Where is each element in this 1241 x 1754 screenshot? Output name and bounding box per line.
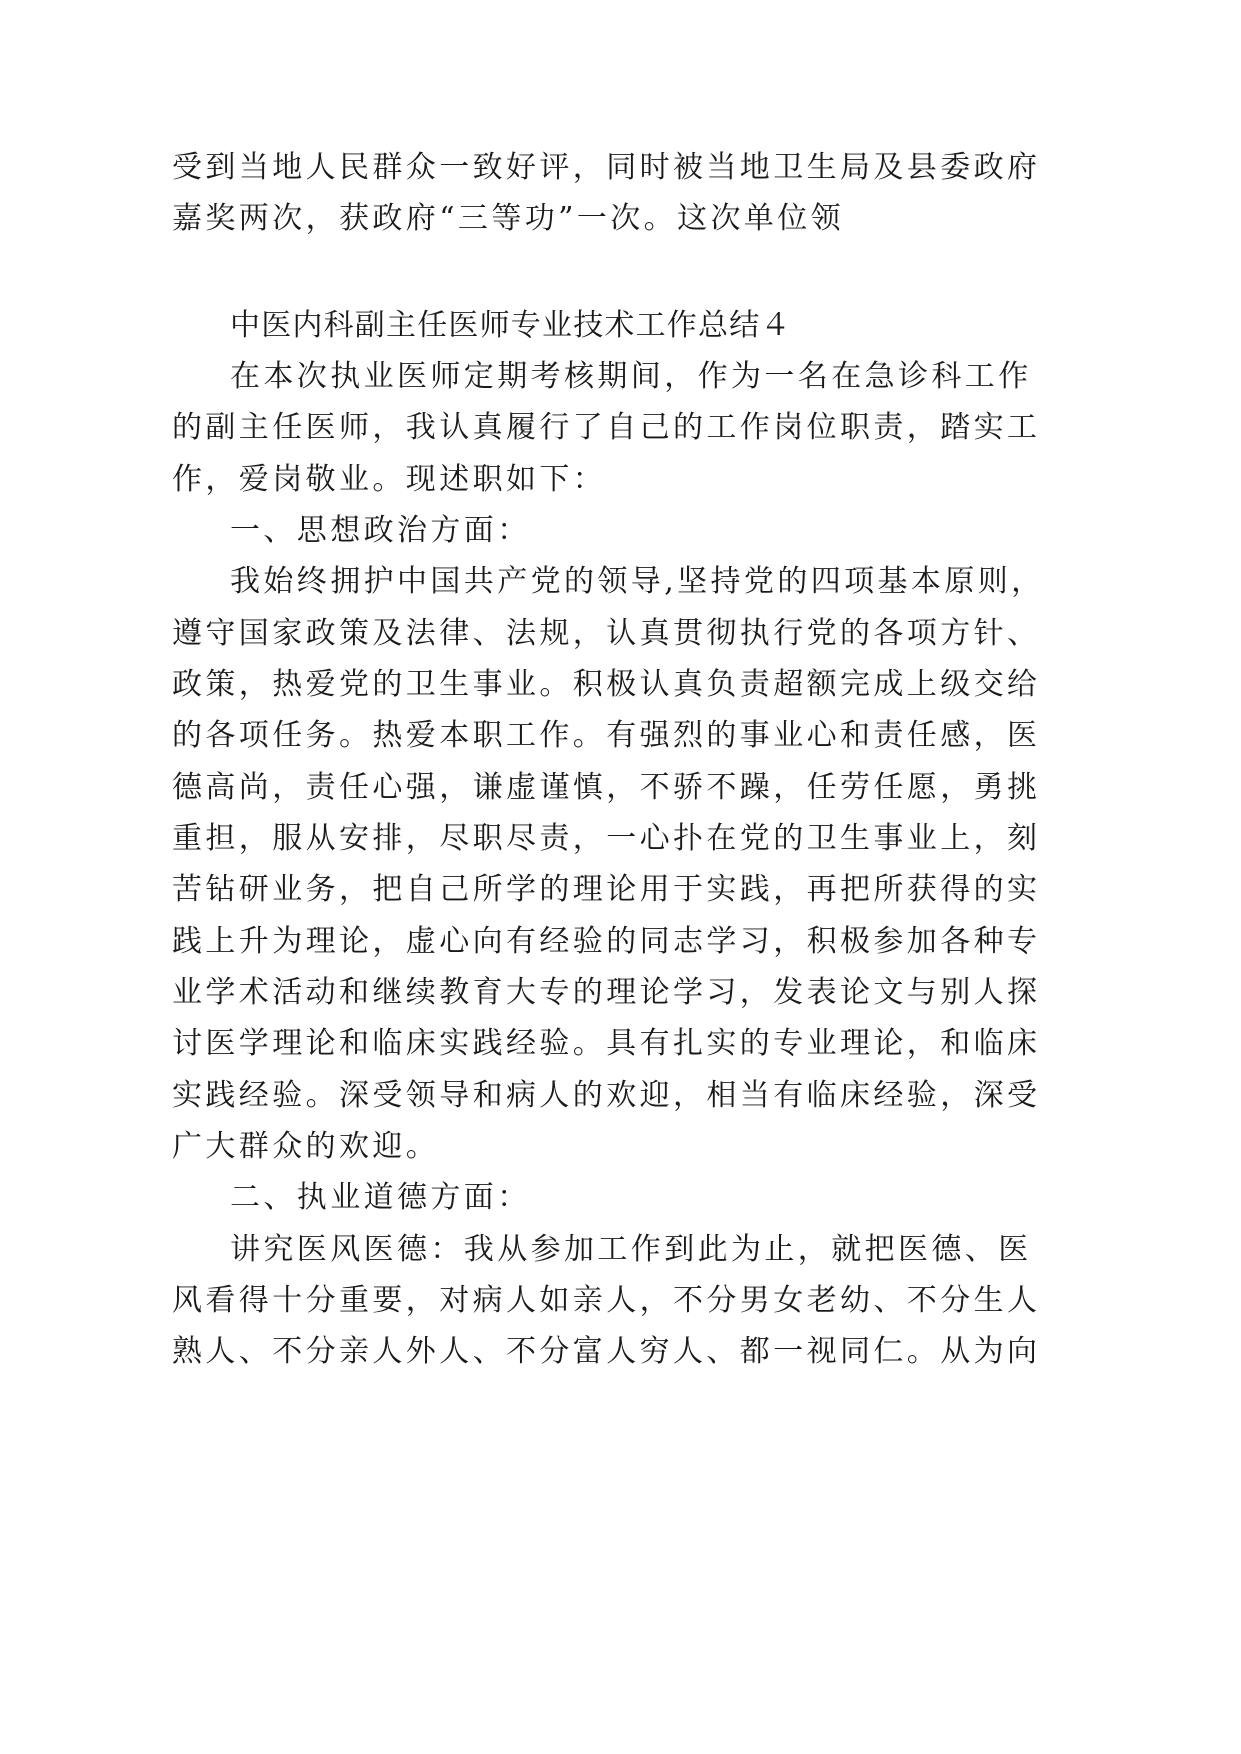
text-line-15: 践上升为理论，虚心向有经验的同志学习，积极参加各种专 xyxy=(172,924,1041,959)
text-line-16: 业学术活动和继续教育大专的理论学习，发表论文与别人探 xyxy=(172,975,1041,1010)
text-line-11: 的各项任务。热爱本职工作。有强烈的事业心和责任感，医 xyxy=(172,718,1041,753)
text-line-12: 德高尚，责任心强，谦虚谨慎，不骄不躁，任劳任愿，勇挑 xyxy=(172,770,1041,805)
text-line-6: 作，爱岗敬业。现述职如下： xyxy=(172,462,607,497)
text-line-4: 在本次执业医师定期考核期间，作为一名在急诊科工作 xyxy=(230,359,1032,394)
text-line-17: 讨医学理论和临床实践经验。具有扎实的专业理论，和临床 xyxy=(172,1026,1041,1061)
text-line-13: 重担，服从安排，尽职尽责，一心扑在党的卫生事业上，刻 xyxy=(172,821,1041,856)
heading-political: 一、思想政治方面： xyxy=(230,513,531,548)
text-line-2: 嘉奖两次，获政府“三等功”一次。这次单位领 xyxy=(172,201,845,236)
text-line-9: 遵守国家政策及法律、法规，认真贯彻执行党的各项方针、 xyxy=(172,616,1041,651)
text-line-10: 政策，热爱党的卫生事业。积极认真负责超额完成上级交给 xyxy=(172,667,1041,702)
text-line-1: 受到当地人民群众一致好评，同时被当地卫生局及县委政府 xyxy=(172,150,1041,185)
text-line-18: 实践经验。深受领导和病人的欢迎，相当有临床经验，深受 xyxy=(172,1078,1041,1113)
text-line-22: 风看得十分重要，对病人如亲人，不分男女老幼、不分生人 xyxy=(172,1283,1041,1318)
text-line-23: 熟人、不分亲人外人、不分富人穷人、都一视同仁。从为向 xyxy=(172,1334,1041,1369)
text-line-14: 苦钻研业务，把自己所学的理论用于实践，再把所获得的实 xyxy=(172,872,1041,907)
heading-ethics: 二、执业道德方面： xyxy=(230,1180,531,1215)
text-line-5: 的副主任医师，我认真履行了自己的工作岗位职责，踏实工 xyxy=(172,410,1041,445)
text-line-19: 广大群众的欢迎。 xyxy=(172,1129,440,1164)
section-title: 中医内科副主任医师专业技术工作总结４ xyxy=(230,308,792,343)
text-line-21: 讲究医风医德：我从参加工作到此为止，就把医德、医 xyxy=(230,1232,1032,1267)
text-line-8: 我始终拥护中国共产党的领导,坚持党的四项基本原则， xyxy=(230,564,1045,599)
